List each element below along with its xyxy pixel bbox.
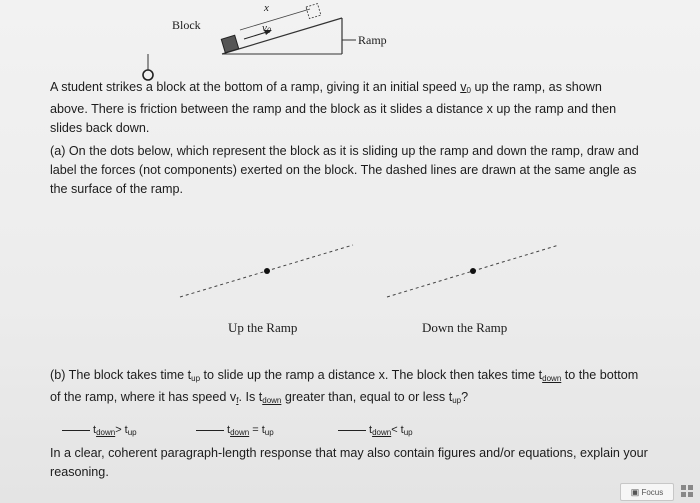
choice-less[interactable]: $t_{down}< t_{up}$ [338,424,413,437]
choice-equal[interactable]: $t_{down} = t_{up}$ [196,424,274,437]
ramp-label: Ramp [358,33,387,47]
down-ramp-dot [470,268,476,274]
ramp-surface [222,18,342,54]
instruction-text: In a clear, coherent paragraph-length response that may also contain figures and/or equations, explain your reasoning. [50,446,648,479]
initial-speed-symbol: $v_0$ [460,80,471,95]
speed-label: $v_0$ [262,22,271,35]
force-diagrams [175,235,565,305]
choice-blank[interactable] [196,430,224,431]
choice-blank[interactable] [338,430,366,431]
problem-intro: A student strikes a block at the bottom of a ramp, giving it an initial speed $v_0$ up the ramp, as shown above. There is friction between the ramp and the block as it slides a distance x up the ramp and then slides back down. [50,80,617,135]
distance-label: x [264,2,269,14]
focus-button[interactable]: ▣ Focus [620,483,674,501]
choice-greater[interactable]: $t_{down}> t_{up}$ [62,424,137,437]
final-position-box [306,4,321,19]
choice-blank[interactable] [62,430,90,431]
focus-icon: ▣ [630,487,640,497]
up-ramp-dot [264,268,270,274]
down-ramp-caption: Down the Ramp [422,320,508,335]
block-label: Block [172,18,201,32]
part-b-text: (b) The block takes time $t_{up}$ to slide up the ramp a distance x. The block then takes time $t_{down}$ to the bottom of the ramp, where it has speed $v_f$. Is $t_{down}$ greater than, equal to or less $t_{up}$? [50,368,639,405]
up-ramp-caption: Up the Ramp [228,320,298,335]
distance-marker [240,9,310,30]
grid-view-icon[interactable] [681,485,693,497]
part-a-text: (a) On the dots below, which represent the block as it is sliding up the ramp and down the ramp, draw and label the forces (not components) exerted on the block. The dashed lines are drawn at the same angle as the surface of the ramp. [50,144,639,196]
